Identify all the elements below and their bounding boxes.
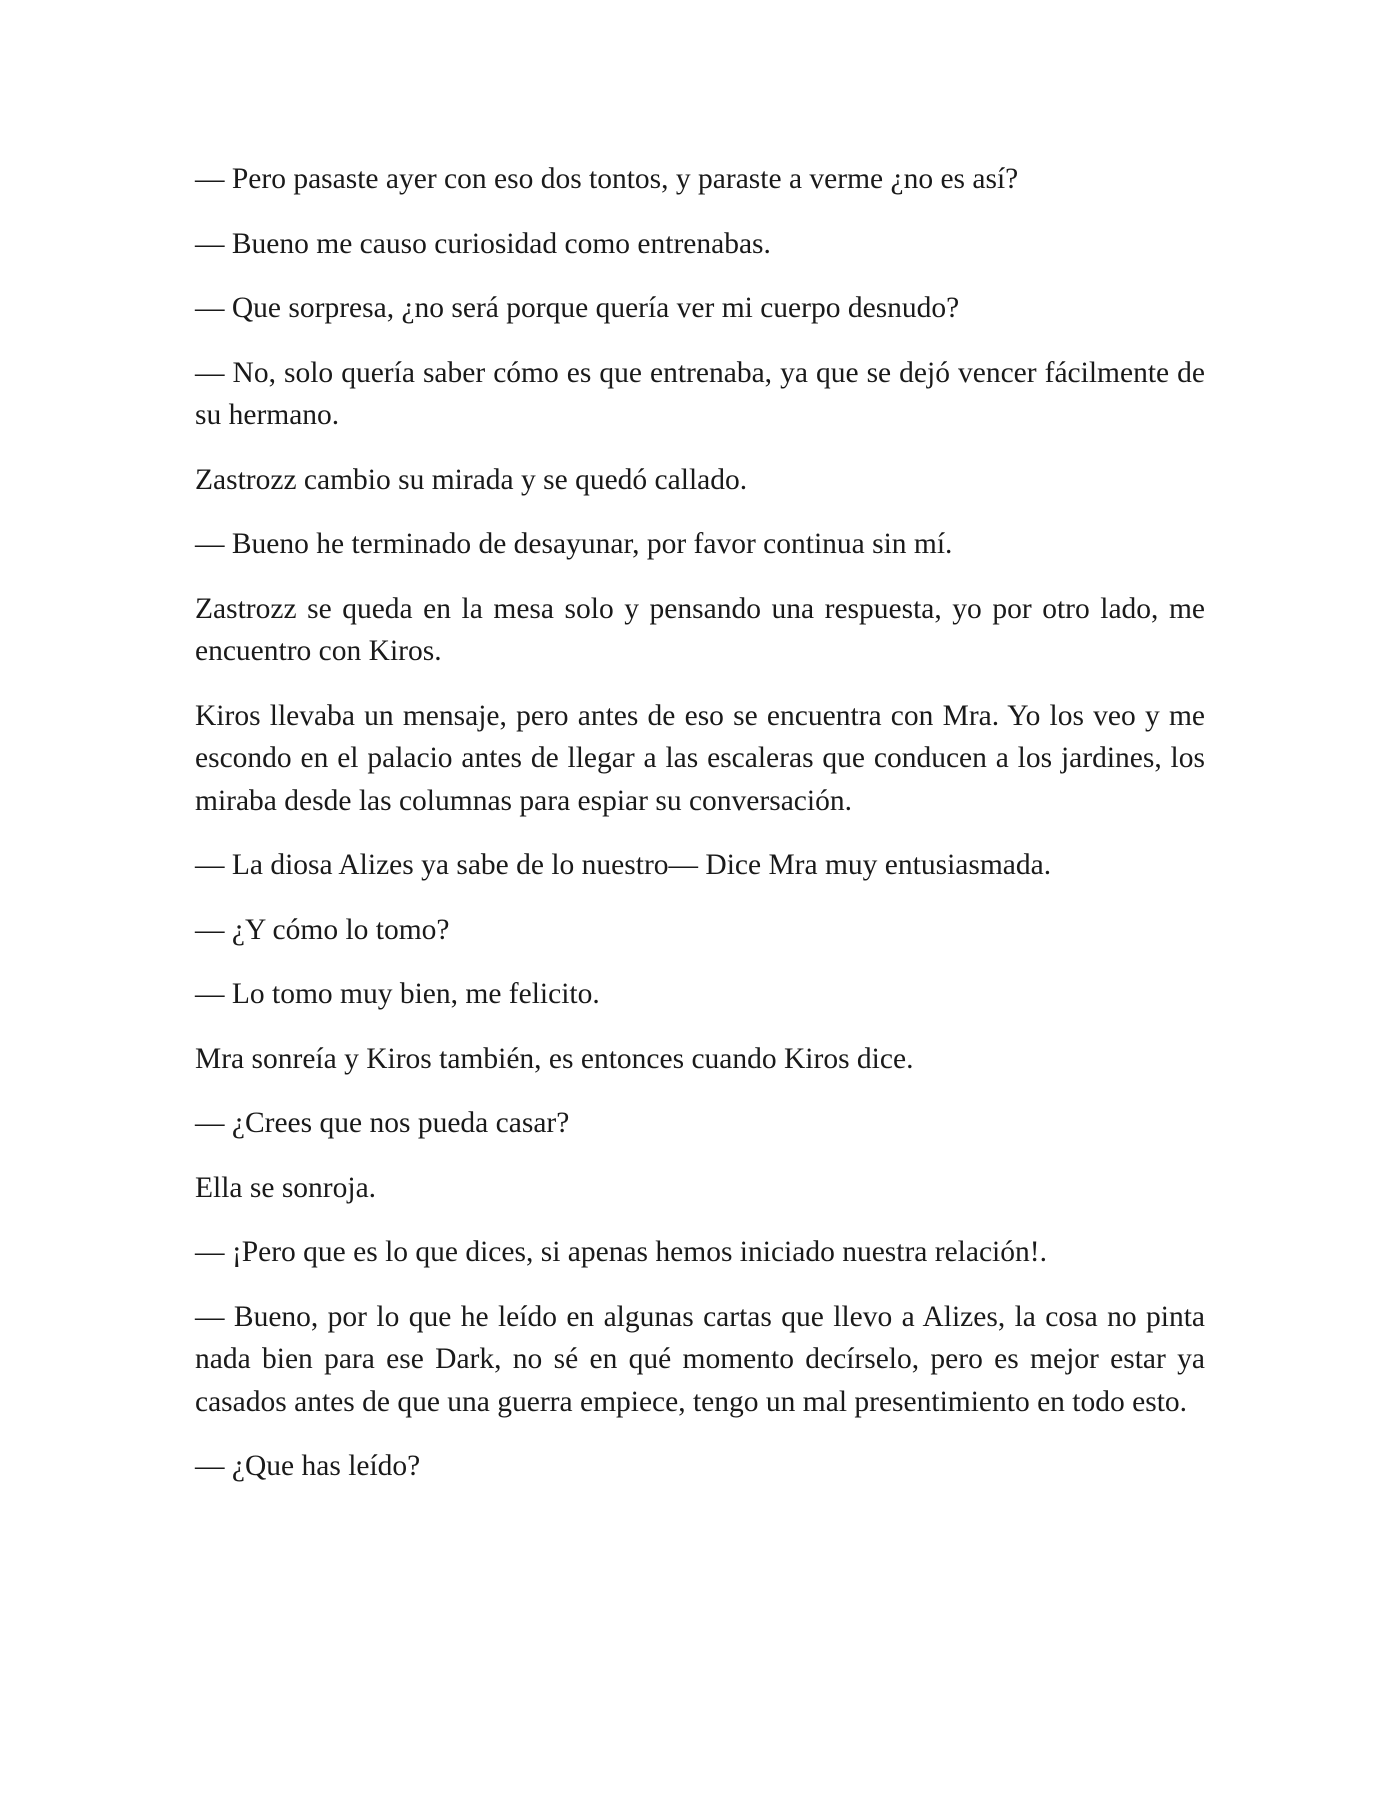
paragraph: — Bueno he terminado de desayunar, por favor continua sin mí. [195,528,953,560]
paragraph: — ¿Crees que nos pueda casar? [195,1107,570,1139]
paragraph: — ¿Que has leído? [195,1450,421,1482]
paragraph: — No, solo quería saber cómo es que entrenaba, ya que se dejó vencer fácilmente de su hermano. [195,356,1205,431]
paragraph: — ¿Y cómo lo tomo? [195,913,450,946]
paragraph: Zastrozz se queda en la mesa solo y pensando una respuesta, yo por otro lado, me encuentro con Kiros. [195,592,1205,667]
paragraph: — Bueno, por lo que he leído en algunas cartas que llevo a Alizes, la cosa no pinta nada bien para ese Dark, no sé en qué momento decírselo, pero es mejor estar ya casados antes de que una guerra empiece, tengo un mal presentimiento en todo esto. [195,1300,1205,1418]
paragraph: — ¡Pero que es lo que dices, si apenas hemos iniciado nuestra relación!. [195,1236,1047,1268]
paragraph: Ella se sonroja. [195,1171,377,1204]
paragraph: — La diosa Alizes ya sabe de lo nuestro— Dice Mra muy entusiasmada. [195,849,1052,881]
paragraph: — Que sorpresa, ¿no será porque quería ver mi cuerpo desnudo? [195,292,960,324]
paragraph: Zastrozz cambio su mirada y se quedó callado. [195,463,748,496]
paragraph: — Bueno me causo curiosidad como entrenabas. [195,227,771,260]
paragraph: Mra sonreía y Kiros también, es entonces cuando Kiros dice. [195,1042,914,1075]
paragraph: Kiros llevaba un mensaje, pero antes de eso se encuentra con Mra. Yo los veo y me escondo en el palacio antes de llegar a las escaleras que conducen a los jardines, los miraba desde las columnas para espiar su conversación. [195,699,1205,817]
paragraph: — Pero pasaste ayer con eso dos tontos, y paraste a verme ¿no es así? [195,163,1019,195]
body-text [195,158,1205,1510]
paragraph: — Lo tomo muy bien, me felicito. [195,978,600,1010]
